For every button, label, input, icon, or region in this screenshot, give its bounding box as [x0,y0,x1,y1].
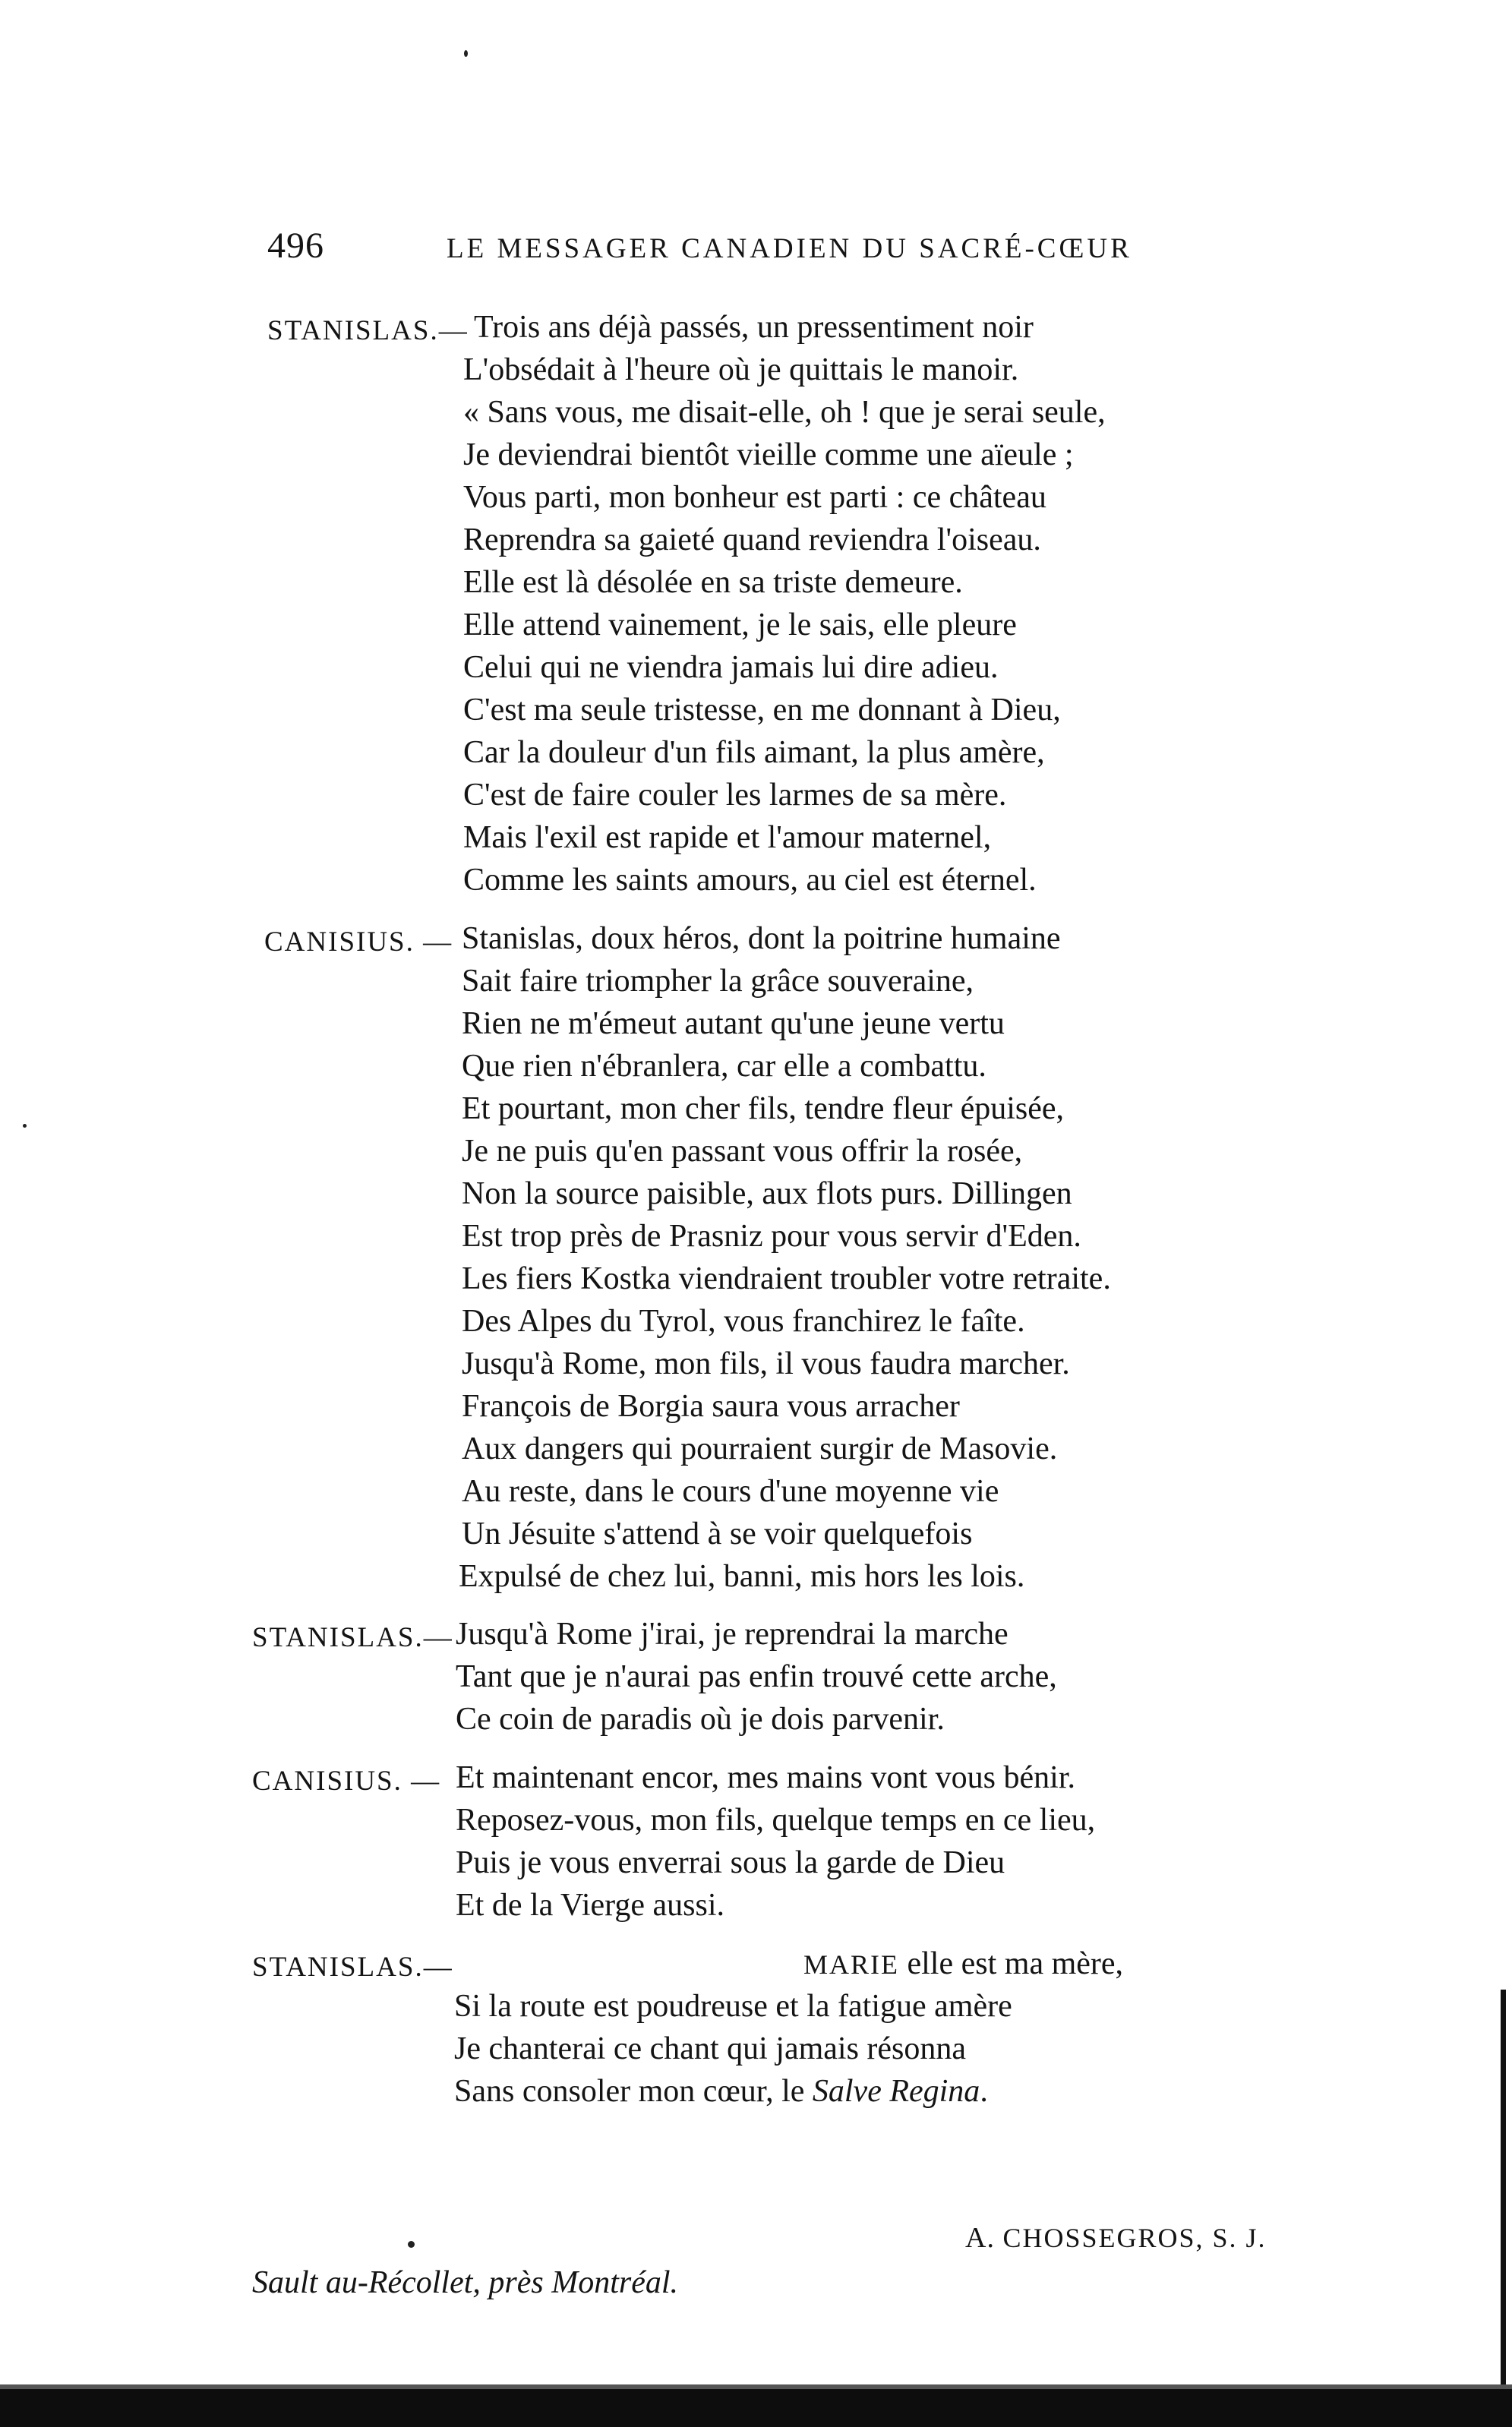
inline-name: MARIE [803,1949,899,1980]
verse-line: C'est ma seule tristesse, en me donnant à Dieu, [463,693,1061,727]
verse-line: Les fiers Kostka viendraient troubler votre retraite. [462,1261,1111,1296]
verse-line: L'obsédait à l'heure où je quittais le manoir. [463,352,1019,387]
author-name: CHOSSEGROS, S. J. [1002,2223,1267,2253]
speaker-label: STANISLAS.— [252,1952,453,1983]
place-line: Sault au-Récollet, près Montréal. [252,2265,679,2300]
scan-speck [23,1124,27,1128]
verse-line: Au reste, dans le cours d'une moyenne vie [462,1474,999,1509]
scan-speck [464,50,468,57]
verse-line: François de Borgia saura vous arracher [462,1389,960,1424]
verse-line-half [803,1948,1123,1980]
verse-line: Puis je vous enverrai sous la garde de Dieu [456,1845,1005,1880]
speaker-label: STANISLAS.— [252,1622,453,1653]
verse-line: Jusqu'à Rome, mon fils, il vous faudra marcher. [462,1346,1070,1381]
verse-line: Elle est là désolée en sa triste demeure. [463,565,963,600]
verse-line: Un Jésuite s'attend à se voir quelquefois [462,1516,973,1551]
verse-line: Est trop près de Prasniz pour vous servir d'Eden. [462,1219,1081,1254]
verse-line: Reprendra sa gaieté quand reviendra l'oiseau. [463,522,1041,557]
scan-speck [408,2241,415,2248]
speaker-label: CANISIUS. — [264,926,453,958]
verse-line: Si la route est poudreuse et la fatigue amère [454,1989,1012,2024]
speaker-label: STANISLAS.— [267,315,469,346]
author-signature [965,2221,1267,2255]
verse-line [454,2075,988,2107]
running-title: LE MESSAGER CANADIEN DU SACRÉ-CŒUR [447,233,1132,264]
scan-edge [1501,1990,1506,2392]
verse-line: Je ne puis qu'en passant vous offrir la rosée, [462,1134,1023,1169]
verse-line: Stanislas, doux héros, dont la poitrine humaine [462,921,1061,956]
verse-line: Ce coin de paradis où je dois parvenir. [456,1702,945,1737]
verse-line: Que rien n'ébranlera, car elle a combattu. [462,1049,986,1084]
running-head [267,225,1209,270]
verse-line: Et maintenant encor, mes mains vont vous bénir. [456,1760,1075,1795]
verse-text: elle est ma mère, [899,1946,1124,1981]
speaker-label: CANISIUS. — [252,1766,441,1797]
verse-line: Non la source paisible, aux flots purs. Dillingen [462,1176,1072,1211]
verse-line: « Sans vous, me disait-elle, oh ! que je serai seule, [463,395,1106,430]
verse-text: Sans consoler mon cœur, le [454,2074,813,2109]
verse-line: Car la douleur d'un fils aimant, la plus amère, [463,735,1045,770]
verse-line: Trois ans déjà passés, un pressentiment noir [474,310,1034,345]
scan-edge [0,2389,1512,2427]
verse-line: Jusqu'à Rome j'irai, je reprendrai la marche [456,1617,1009,1652]
verse-line: Expulsé de chez lui, banni, mis hors les lois. [459,1559,1025,1594]
verse-line: Celui qui ne viendra jamais lui dire adieu. [463,650,999,685]
verse-line: Et pourtant, mon cher fils, tendre fleur épuisée, [462,1091,1065,1126]
verse-line: Je deviendrai bientôt vieille comme une aïeule ; [463,437,1074,472]
verse-line: Aux dangers qui pourraient surgir de Masovie. [462,1431,1058,1466]
verse-line: Reposez-vous, mon fils, quelque temps en ce lieu, [456,1803,1096,1838]
verse-line: Je chanterai ce chant qui jamais résonna [454,2031,967,2066]
verse-line: Rien ne m'émeut autant qu'une jeune vertu [462,1006,1005,1041]
verse-line: Tant que je n'aurai pas enfin trouvé cette arche, [456,1659,1057,1694]
verse-line: Vous parti, mon bonheur est parti : ce château [463,480,1046,515]
verse-line: Des Alpes du Tyrol, vous franchirez le faîte. [462,1304,1025,1339]
page-number: 496 [267,226,324,266]
verse-text: . [980,2074,988,2109]
italic-title: Salve Regina [812,2074,980,2109]
verse-line: Et de la Vierge aussi. [456,1888,725,1923]
author-initial: A. [965,2222,1003,2254]
verse-line: Elle attend vainement, je le sais, elle pleure [463,608,1017,642]
verse-line: Mais l'exil est rapide et l'amour maternel, [463,820,992,855]
verse-line: Sait faire triompher la grâce souveraine, [462,964,974,999]
verse-line: Comme les saints amours, au ciel est éternel. [463,863,1037,898]
verse-line: C'est de faire couler les larmes de sa mère. [463,778,1007,813]
